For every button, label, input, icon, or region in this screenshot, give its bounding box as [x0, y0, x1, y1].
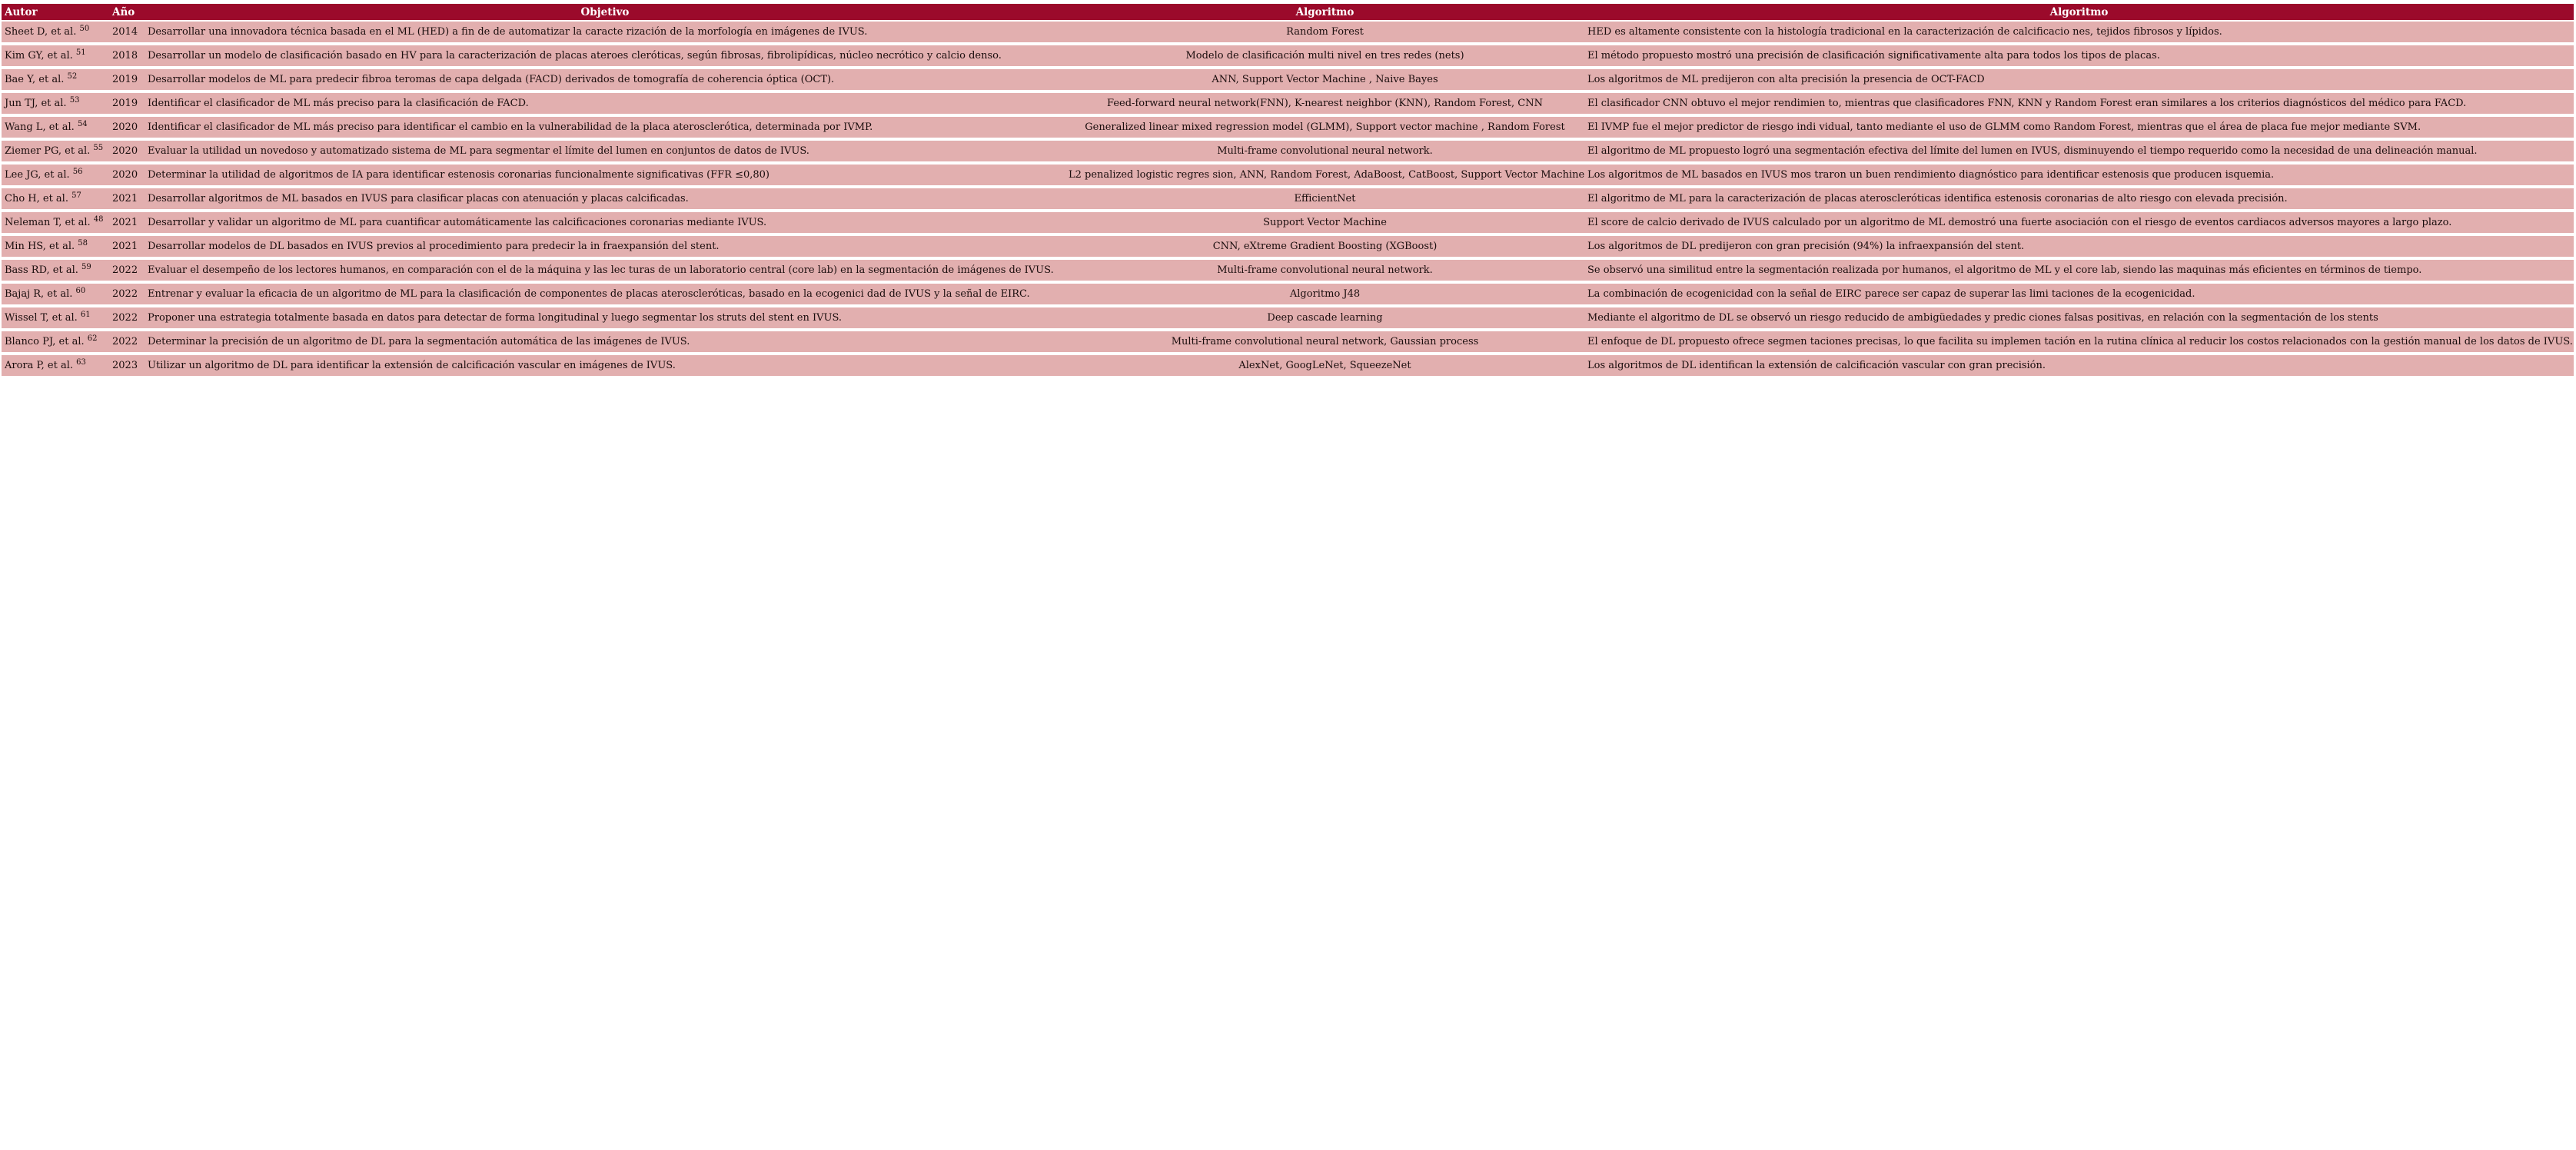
header-year: Año — [109, 4, 145, 22]
cell-year: 2020 — [109, 165, 145, 188]
cell-author — [2, 355, 109, 379]
reference-number: 57 — [71, 191, 81, 200]
cell-year: 2022 — [109, 331, 145, 355]
table-header — [2, 4, 2574, 22]
cell-author — [2, 69, 109, 93]
cell-algorithm: Multi-frame convolutional neural network. — [1065, 141, 1584, 165]
cell-year: 2022 — [109, 284, 145, 307]
cell-author — [2, 165, 109, 188]
table-row — [2, 307, 2574, 331]
table-row — [2, 188, 2574, 212]
cell-year: 2019 — [109, 69, 145, 93]
cell-result: HED es altamente consistente con la histología tradicional en la caracterización de calcificacio nes, tejidos fibrosos y lípidos. — [1584, 22, 2574, 45]
cell-algorithm: Support Vector Machine — [1065, 212, 1584, 236]
cell-result: La combinación de ecogenicidad con la señal de EIRC parece ser capaz de superar las limi taciones de la ecogenicidad. — [1584, 284, 2574, 307]
cell-result: El enfoque de DL propuesto ofrece segmen taciones precisas, lo que facilita su implemen tación en la rutina clínica al reducir los costos relacionados con la gestión manual de los datos de IVUS. — [1584, 331, 2574, 355]
cell-author — [2, 22, 109, 45]
cell-author — [2, 307, 109, 331]
cell-algorithm: AlexNet, GoogLeNet, SqueezeNet — [1065, 355, 1584, 379]
cell-algorithm: CNN, eXtreme Gradient Boosting (XGBoost) — [1065, 236, 1584, 260]
cell-algorithm: Modelo de clasificación multi nivel en tres redes (nets) — [1065, 45, 1584, 69]
cell-algorithm: EfficientNet — [1065, 188, 1584, 212]
cell-objective: Desarrollar algoritmos de ML basados en IVUS para clasificar placas con atenuación y placas calcificadas. — [145, 188, 1065, 212]
table-body — [2, 22, 2574, 379]
header-author: Autor — [2, 4, 109, 22]
author-name: Wang L, et al. — [5, 121, 75, 133]
cell-result: Los algoritmos de ML predijeron con alta precisión la presencia de OCT-FACD — [1584, 69, 2574, 93]
review-table — [2, 4, 2574, 379]
table-row — [2, 284, 2574, 307]
cell-algorithm: Deep cascade learning — [1065, 307, 1584, 331]
cell-objective: Desarrollar modelos de ML para predecir fibroa teromas de capa delgada (FACD) derivados de tomografía de coherencia óptica (OCT). — [145, 69, 1065, 93]
table-row — [2, 331, 2574, 355]
cell-objective: Determinar la precisión de un algoritmo de DL para la segmentación automática de las imágenes de IVUS. — [145, 331, 1065, 355]
table-row — [2, 212, 2574, 236]
reference-number: 58 — [78, 239, 88, 248]
cell-year: 2021 — [109, 188, 145, 212]
cell-algorithm: Multi-frame convolutional neural network. — [1065, 260, 1584, 284]
author-name: Blanco PJ, et al. — [5, 336, 85, 347]
table-row — [2, 22, 2574, 45]
author-name: Neleman T, et al. — [5, 217, 91, 228]
cell-year: 2018 — [109, 45, 145, 69]
cell-result: Los algoritmos de ML basados en IVUS mos traron un buen rendimiento diagnóstico para identificar estenosis que producen isquemia. — [1584, 165, 2574, 188]
cell-result: Los algoritmos de DL predijeron con gran precisión (94%) la infraexpansión del stent. — [1584, 236, 2574, 260]
author-name: Wissel T, et al. — [5, 312, 78, 324]
table-row — [2, 93, 2574, 117]
author-name: Sheet D, et al. — [5, 26, 77, 38]
author-name: Bae Y, et al. — [5, 74, 65, 85]
cell-author — [2, 188, 109, 212]
author-name: Lee JG, et al. — [5, 169, 70, 181]
header-objective: Objetivo — [145, 4, 1065, 22]
cell-result: Mediante el algoritmo de DL se observó un riesgo reducido de ambigüedades y predic ciones falsas positivas, en relación con la segmentación de los stents — [1584, 307, 2574, 331]
cell-objective: Utilizar un algoritmo de DL para identificar la extensión de calcificación vascular en imágenes de IVUS. — [145, 355, 1065, 379]
cell-objective: Determinar la utilidad de algoritmos de IA para identificar estenosis coronarias funcionalmente significativas (FFR ≤0,80) — [145, 165, 1065, 188]
cell-author — [2, 45, 109, 69]
header-algorithm: Algoritmo — [1065, 4, 1584, 22]
cell-objective: Proponer una estrategia totalmente basada en datos para detectar de forma longitudinal y luego segmentar los struts del stent en IVUS. — [145, 307, 1065, 331]
cell-author — [2, 260, 109, 284]
reference-number: 61 — [80, 311, 91, 319]
cell-year: 2022 — [109, 260, 145, 284]
cell-author — [2, 117, 109, 141]
cell-algorithm: Algoritmo J48 — [1065, 284, 1584, 307]
cell-objective: Desarrollar y validar un algoritmo de ML para cuantificar automáticamente las calcificaciones coronarias mediante IVUS. — [145, 212, 1065, 236]
author-name: Kim GY, et al. — [5, 50, 73, 61]
cell-objective: Entrenar y evaluar la eficacia de un algoritmo de ML para la clasificación de componentes de placas ateroscleróticas, basado en la ecogenici dad de IVUS y la señal de EIRC. — [145, 284, 1065, 307]
reference-number: 60 — [75, 287, 86, 295]
cell-algorithm: Multi-frame convolutional neural network, Gaussian process — [1065, 331, 1584, 355]
reference-number: 53 — [69, 96, 80, 105]
table-row — [2, 260, 2574, 284]
cell-author — [2, 284, 109, 307]
reference-number: 59 — [81, 263, 91, 271]
cell-year: 2014 — [109, 22, 145, 45]
cell-objective: Desarrollar modelos de DL basados en IVUS previos al procedimiento para predecir la in fraexpansión del stent. — [145, 236, 1065, 260]
cell-year: 2021 — [109, 212, 145, 236]
cell-result: Los algoritmos de DL identifican la extensión de calcificación vascular con gran precisión. — [1584, 355, 2574, 379]
cell-objective: Identificar el clasificador de ML más preciso para la clasificación de FACD. — [145, 93, 1065, 117]
table-row — [2, 236, 2574, 260]
reference-number: 56 — [72, 168, 83, 176]
author-name: Cho H, et al. — [5, 193, 68, 204]
cell-objective: Identificar el clasificador de ML más preciso para identificar el cambio en la vulnerabilidad de la placa aterosclerótica, determinada por IVMP. — [145, 117, 1065, 141]
reference-number: 50 — [79, 25, 90, 33]
author-name: Ziemer PG, et al. — [5, 145, 91, 157]
cell-author — [2, 236, 109, 260]
cell-result: El score de calcio derivado de IVUS calculado por un algoritmo de ML demostró una fuerte asociación con el riesgo de eventos cardiacos adversos mayores a largo plazo. — [1584, 212, 2574, 236]
author-name: Min HS, et al. — [5, 241, 75, 252]
author-name: Bajaj R, et al. — [5, 288, 73, 300]
cell-result: El clasificador CNN obtuvo el mejor rendimien to, mientras que clasificadores FNN, KNN y Random Forest eran similares a los criterios diagnósticos del médico para FACD. — [1584, 93, 2574, 117]
cell-result: El IVMP fue el mejor predictor de riesgo indi vidual, tanto mediante el uso de GLMM como Random Forest, mientras que el área de placa fue mejor mediante SVM. — [1584, 117, 2574, 141]
cell-author — [2, 331, 109, 355]
author-name: Bass RD, et al. — [5, 264, 78, 276]
reference-number: 51 — [75, 48, 86, 57]
cell-algorithm: Random Forest — [1065, 22, 1584, 45]
cell-author — [2, 212, 109, 236]
cell-objective: Evaluar la utilidad un novedoso y automatizado sistema de ML para segmentar el límite del lumen en conjuntos de datos de IVUS. — [145, 141, 1065, 165]
header-row — [2, 4, 2574, 22]
cell-objective: Desarrollar una innovadora técnica basada en el ML (HED) a fin de de automatizar la caracte rización de la morfología en imágenes de IVUS. — [145, 22, 1065, 45]
cell-objective: Evaluar el desempeño de los lectores humanos, en comparación con el de la máquina y las lec turas de un laboratorio central (core lab) en la segmentación de imágenes de IVUS. — [145, 260, 1065, 284]
reference-number: 63 — [76, 358, 86, 367]
cell-year: 2019 — [109, 93, 145, 117]
cell-year: 2020 — [109, 117, 145, 141]
reference-number: 54 — [77, 120, 88, 128]
author-name: Jun TJ, et al. — [5, 98, 67, 109]
cell-algorithm: Feed-forward neural network(FNN), K-nearest neighbor (KNN), Random Forest, CNN — [1065, 93, 1584, 117]
cell-result: El algoritmo de ML para la caracterización de placas ateroscleróticas identifica estenosis coronarias de alto riesgo con elevada precisión. — [1584, 188, 2574, 212]
header-result: Algoritmo — [1584, 4, 2574, 22]
cell-result: El algoritmo de ML propuesto logró una segmentación efectiva del límite del lumen en IVUS, disminuyendo el tiempo requerido como la necesidad de una delineación manual. — [1584, 141, 2574, 165]
cell-objective: Desarrollar un modelo de clasificación basado en HV para la caracterización de placas ateroes cleróticas, según fibrosas, fibrolipídicas, núcleo necrótico y calcio denso. — [145, 45, 1065, 69]
cell-result: Se observó una similitud entre la segmentación realizada por humanos, el algoritmo de ML y el core lab, siendo las maquinas más eficientes en términos de tiempo. — [1584, 260, 2574, 284]
cell-year: 2020 — [109, 141, 145, 165]
reference-number: 48 — [93, 215, 104, 224]
table-row — [2, 141, 2574, 165]
cell-author — [2, 93, 109, 117]
table-row — [2, 69, 2574, 93]
cell-year: 2022 — [109, 307, 145, 331]
cell-result: El método propuesto mostró una precisión de clasificación significativamente alta para todos los tipos de placas. — [1584, 45, 2574, 69]
cell-year: 2023 — [109, 355, 145, 379]
cell-author — [2, 141, 109, 165]
table-row — [2, 355, 2574, 379]
reference-number: 52 — [67, 72, 78, 81]
table-row — [2, 45, 2574, 69]
table-row — [2, 117, 2574, 141]
cell-algorithm: Generalized linear mixed regression model (GLMM), Support vector machine , Random Forest — [1065, 117, 1584, 141]
author-name: Arora P, et al. — [5, 360, 73, 371]
cell-year: 2021 — [109, 236, 145, 260]
table-row — [2, 165, 2574, 188]
reference-number: 55 — [93, 144, 104, 152]
reference-number: 62 — [87, 334, 98, 343]
cell-algorithm: ANN, Support Vector Machine , Naive Bayes — [1065, 69, 1584, 93]
cell-algorithm: L2 penalized logistic regres sion, ANN, Random Forest, AdaBoost, CatBoost, Support Vector Machine — [1065, 165, 1584, 188]
